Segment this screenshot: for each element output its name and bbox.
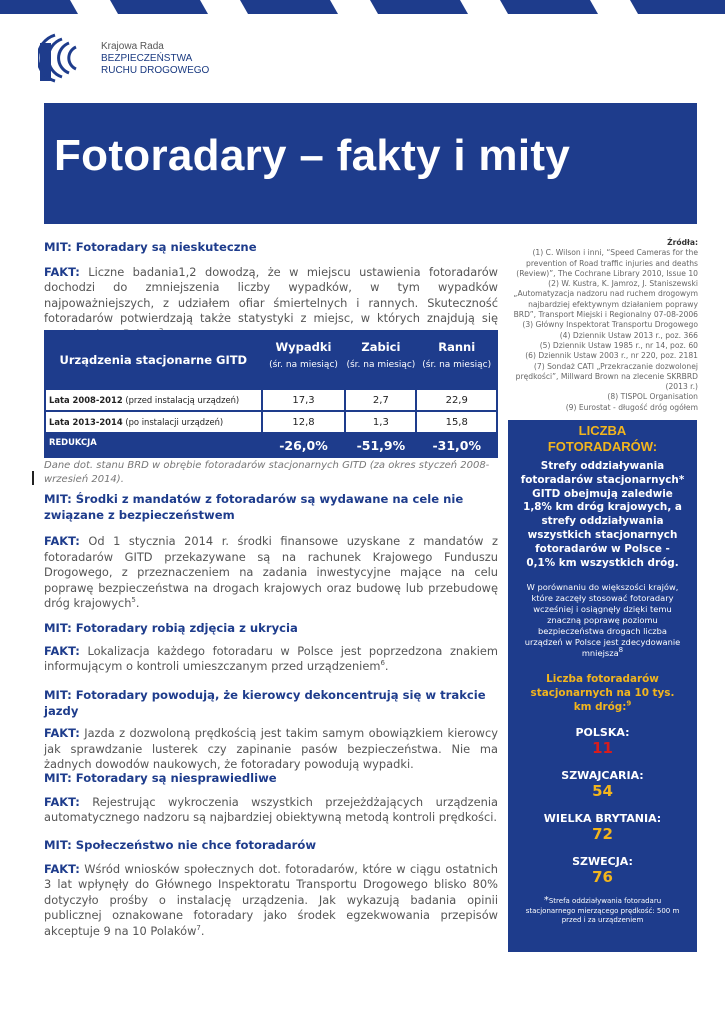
table-title: Urządzenia stacjonarne GITD	[59, 353, 248, 367]
source-item: (5) Dziennik Ustaw 1985 r., nr 14, poz. 60	[539, 340, 698, 350]
table-cell: 12,8	[292, 416, 315, 428]
fact-label: FAKT:	[44, 861, 80, 876]
sources-list	[508, 238, 698, 413]
myth-heading: MIT: Fotoradary są nieskuteczne	[44, 240, 257, 254]
fact-paragraph	[44, 534, 498, 612]
fact-text: Lokalizacja każdego fotoradaru w Polsce jest poprzedzona znakiem informującym o kontroli umieszczanym przed urządzeniem$^6$.	[44, 643, 498, 673]
fact-text: Jazda z dozwoloną prędkością jest takim samym obowiązkiem kierowcy jak sprawdzanie lusterek czy zapinanie pasów bezpieczeństwa. Nie ma żadnych dowodów naukowych, że fotoradary powodują wypadki.	[44, 726, 498, 771]
sidebar-per10k-text	[522, 673, 683, 714]
krbrd-logo-mark-icon	[38, 33, 94, 83]
speed-camera-count-sidebar	[508, 420, 697, 952]
source-item: (3) Główny Inspektorat Transportu Drogowego	[522, 320, 698, 330]
gitd-statistics-table	[44, 330, 498, 458]
krbrd-logo	[38, 33, 238, 83]
section-myth-3	[44, 621, 498, 675]
source-item: (4) Dziennik Ustaw 2013 r., poz. 366	[559, 330, 698, 340]
fact-label: FAKT:	[44, 726, 80, 740]
sidebar-footnote	[518, 896, 687, 926]
country-name: POLSKA:	[575, 726, 630, 740]
text-cursor	[32, 471, 34, 485]
country-value: 11	[592, 739, 613, 758]
fact-text: Rejestrując wykroczenia wszystkich przejeżdżających urządzenia automatycznego nadzoru są najbardziej obiektywną metodą kontroli prędkości.	[44, 794, 499, 824]
column-header-ranni	[417, 332, 496, 388]
row-label-rest: (po instalacji urządzeń)	[122, 417, 224, 427]
table-caption: Dane dot. stanu BRD w obrębie fotoradarów stacjonarnych GITD (za okres styczeń 2008- wrzesień 2014).	[44, 460, 490, 485]
section-myth-6	[44, 838, 498, 939]
country-name: SZWECJA:	[572, 855, 633, 869]
fact-text: Liczne badania1,2 dowodzą, że w miejscu ustawienia fotoradarów dochodzi do zmniejszenia liczby wypadków, w tym wypadków najpoważniejszych, z udziałem ofiar śmiertelnych i rannych. Skuteczność fotoradarów potwierdzają także statystyki z miejsc, w których znajdują się	[44, 265, 498, 341]
table-cell: 17,3	[292, 394, 315, 406]
myth-heading: MIT: Fotoradary są niesprawiedliwe	[44, 771, 277, 785]
table-cell: 22,9	[445, 394, 468, 406]
column-header-wypadki	[263, 332, 345, 388]
row-label-bold: Lata 2008-2012	[49, 395, 123, 405]
footnote-ref: 9	[626, 699, 632, 708]
table-cell: 15,8	[445, 416, 468, 428]
fact-label: FAKT:	[44, 643, 80, 658]
source-item: (2) W. Kustra, K. Jamroz, J. Staniszewski „Automatyzacja nadzoru nad ruchem drogowym najbardziej efektywnym działaniem poprawy BRD”, Transport Miejski i Regionalny 07-08-2006	[513, 279, 698, 320]
column-unit: (śr. na miesiąc)	[422, 360, 492, 370]
fact-paragraph	[44, 644, 498, 675]
table-cell: -26,0%	[279, 437, 328, 453]
myth-heading: MIT: Fotoradary robią zdjęcia z ukrycia	[44, 621, 298, 635]
table-row	[46, 412, 496, 432]
section-myth-1	[44, 240, 498, 342]
fact-label: FAKT:	[44, 534, 80, 548]
logo-line-1: Krajowa Rada	[101, 41, 164, 52]
row-label	[46, 412, 261, 432]
row-label	[46, 390, 261, 410]
fact-paragraph	[44, 795, 498, 826]
sidebar-comparison-text	[518, 582, 687, 659]
per10k-text: Liczba fotoradarów stacjonarnych na 10 tys. km dróg:	[530, 673, 675, 713]
fact-text: Wśród wniosków społecznych dot. fotoradarów, które w ciągu ostatnich 3 lat wpłynęły do Głównego Inspektoratu Transportu Drogowego blisko 80% dotyczyło prośby o instalację urządzenia. Jak wykazują badania opinii publicznej oznakowane fotoradary jako środek egzekwowania przepisów akceptuje 9 na 10 Polaków$^7$.	[44, 861, 498, 938]
table-cell: -31,0%	[432, 437, 481, 453]
top-stripe-decoration	[0, 0, 725, 14]
table-cell: 1,3	[372, 416, 389, 428]
country-name: WIELKA BRYTANIA:	[543, 812, 662, 826]
country-value: 76	[592, 868, 613, 887]
source-item: (6) Dziennik Ustaw 2003 r., nr 220, poz. 2181	[525, 351, 698, 361]
title-banner	[44, 103, 697, 224]
column-unit: (śr. na miesiąc)	[346, 360, 416, 370]
fact-paragraph	[44, 726, 498, 773]
row-label-bold: Lata 2013-2014	[49, 417, 123, 427]
myth-heading: MIT: Społeczeństwo nie chce fotoradarów	[44, 838, 317, 852]
myth-heading: MIT: Środki z mandatów z fotoradarów są wydawane na cele nie związane z bezpieczeństwem	[44, 492, 464, 522]
comparison-text: W porównaniu do większości krajów, które zaczęły stosować fotoradary wcześniej i osiągnęły dzięki temu znaczną poprawę poziomu bezpieczeństwa drogach liczba urządzeń w Polsce jest zdecydowanie mniejsza	[524, 582, 681, 659]
country-value: 72	[592, 825, 613, 844]
row-label-rest: (przed instalacją urządzeń)	[122, 395, 240, 405]
column-name: Wypadki	[275, 340, 332, 354]
sidebar-coverage-text: Strefy oddziaływania fotoradarów stacjonarnych* GITD obejmują zaledwie 1,8% km dróg krajowych, a strefy oddziaływania wszystkich stacjonarnych fotoradarów w Polsce - 0,1% km wszystkich dróg.	[520, 460, 685, 569]
sidebar-title: LICZBA FOTORADARÓW:	[547, 423, 658, 454]
column-name: Ranni	[438, 340, 476, 354]
section-myth-5	[44, 771, 498, 826]
fact-paragraph	[44, 862, 498, 940]
footnote-star: *	[543, 895, 549, 907]
footnote-ref: 8	[618, 646, 624, 655]
section-myth-2	[44, 491, 498, 612]
footnote-ref: 5	[131, 596, 136, 605]
section-myth-4	[44, 688, 498, 773]
source-item: (8) TISPOL Organisation	[607, 392, 698, 402]
row-label: REDUKCJA	[49, 437, 97, 447]
logo-line-3: RUCHU DROGOWEGO	[101, 65, 210, 76]
table-cell: -51,9%	[356, 437, 406, 453]
logo-wordmark	[101, 41, 209, 77]
fact-text: Od 1 stycznia 2014 r. środki finansowe uzyskane z mandatów z fotoradarów GITD przekazywane są na rachunek Krajowego Funduszu Drogowego, z przeznaczeniem na zadania inwestycyjne mające na celu poprawę bezpieczeństwa na drogach krajowych oraz budowę lub przebudowę dróg krajowych$^5$.	[44, 534, 499, 610]
logo-line-2: BEZPIECZEŃSTWA	[101, 53, 193, 64]
sources-heading: Źródła:	[667, 238, 698, 247]
country-value: 54	[592, 782, 613, 801]
column-name: Zabici	[361, 340, 401, 354]
source-item: (9) Eurostat - długość dróg ogółem	[565, 402, 698, 412]
myth-heading: MIT: Fotoradary powodują, że kierowcy dekoncentrują się w trakcie jazdy	[44, 688, 486, 718]
table-cell: 2,7	[372, 394, 389, 406]
footnote-ref: 6	[380, 659, 385, 668]
table-row	[46, 390, 496, 410]
fact-label: FAKT:	[44, 794, 80, 809]
fact-label: FAKT:	[44, 264, 80, 279]
table-row-reduction	[46, 434, 496, 456]
column-header-zabici	[346, 332, 415, 388]
column-unit: (śr. na miesiąc)	[269, 360, 338, 370]
source-item: (7) Sondaż CATI „Przekraczanie dozwolonej prędkości”, Millward Brown na zlecenie SKRBRD (2013 r.)	[515, 361, 698, 392]
page-title: Fotoradary – fakty i mity	[54, 131, 571, 180]
source-item: (1) C. Wilson i inni, “Speed Cameras for the prevention of Road traffic injuries and deaths (Review)”, The Cochrane Library 2010, Issue 10	[516, 248, 698, 278]
country-name: SZWAJCARIA:	[561, 769, 644, 783]
footnote-ref: 7	[196, 923, 201, 932]
footnote-text: Strefa oddziaływania fotoradaru stacjonarnego mierzącego prędkość: 500 m przed i za urządzeniem	[525, 897, 680, 925]
